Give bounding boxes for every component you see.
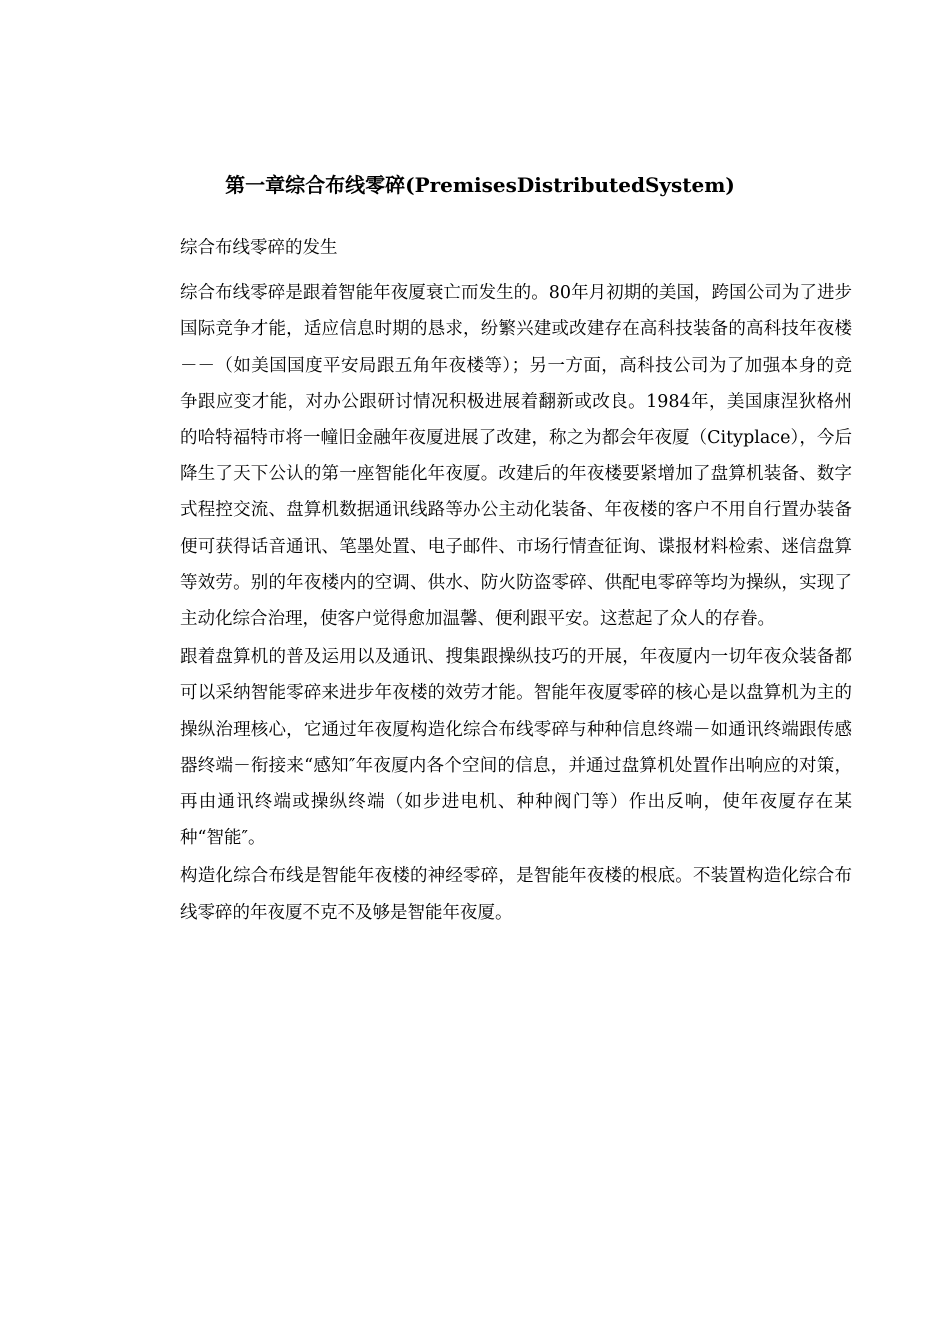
paragraph: 综合布线零碎是跟着智能年夜厦衰亡而发生的。80年月初期的美国，跨国公司为了进步国际竞争才能，适应信息时期的恳求，纷繁兴建或改建存在高科技装备的高科技年夜楼－－（如美国国度平安局跟五角年夜楼等）；另一方面，高科技公司为了加强本身的竞争跟应变才能，对办公跟研讨情况积极进展着翻新或改良。1984年，美国康涅狄格州的哈特福特市将一幢旧金融年夜厦进展了改建，称之为都会年夜厦（Cityplace），今后降生了天下公认的第一座智能化年夜厦。改建后的年夜楼要紧增加了盘算机装备、数字式程控交流、盘算机数据通讯线路等办公主动化装备、年夜楼的客户不用自行置办装备便可获得话音通讯、笔墨处置、电子邮件、市场行情查征询、谍报材料检索、迷信盘算等效劳。别的年夜楼内的空调、供水、防火防盗零碎、供配电零碎等均为操纵，实现了主动化综合治理，使客户觉得愈加温馨、便利跟平安。这惹起了众人的存眷。 (180, 283, 852, 630)
document-body (180, 230, 852, 933)
section-heading: 综合布线零碎的发生 (180, 238, 338, 258)
paragraph: 跟着盘算机的普及运用以及通讯、搜集跟操纵技巧的开展，年夜厦内一切年夜众装备都可以采纳智能零碎来进步年夜楼的效劳才能。智能年夜厦零碎的核心是以盘算机为主的操纵治理核心，它通过年夜厦构造化综合布线零碎与种种信息终端－如通讯终端跟传感器终端－衔接来“感知″年夜厦内各个空间的信息，并通过盘算机处置作出响应的对策，再由通讯终端或操纵终端（如步进电机、种种阀门等）作出反响，使年夜厦存在某种“智能″。 (180, 647, 852, 849)
document-title: 第一章综合布线零碎(PremisesDistributedSystem) (225, 173, 735, 197)
paragraph: 构造化综合布线是智能年夜楼的神经零碎，是智能年夜楼的根底。不装置构造化综合布线零碎的年夜厦不克不及够是智能年夜厦。 (180, 866, 852, 923)
